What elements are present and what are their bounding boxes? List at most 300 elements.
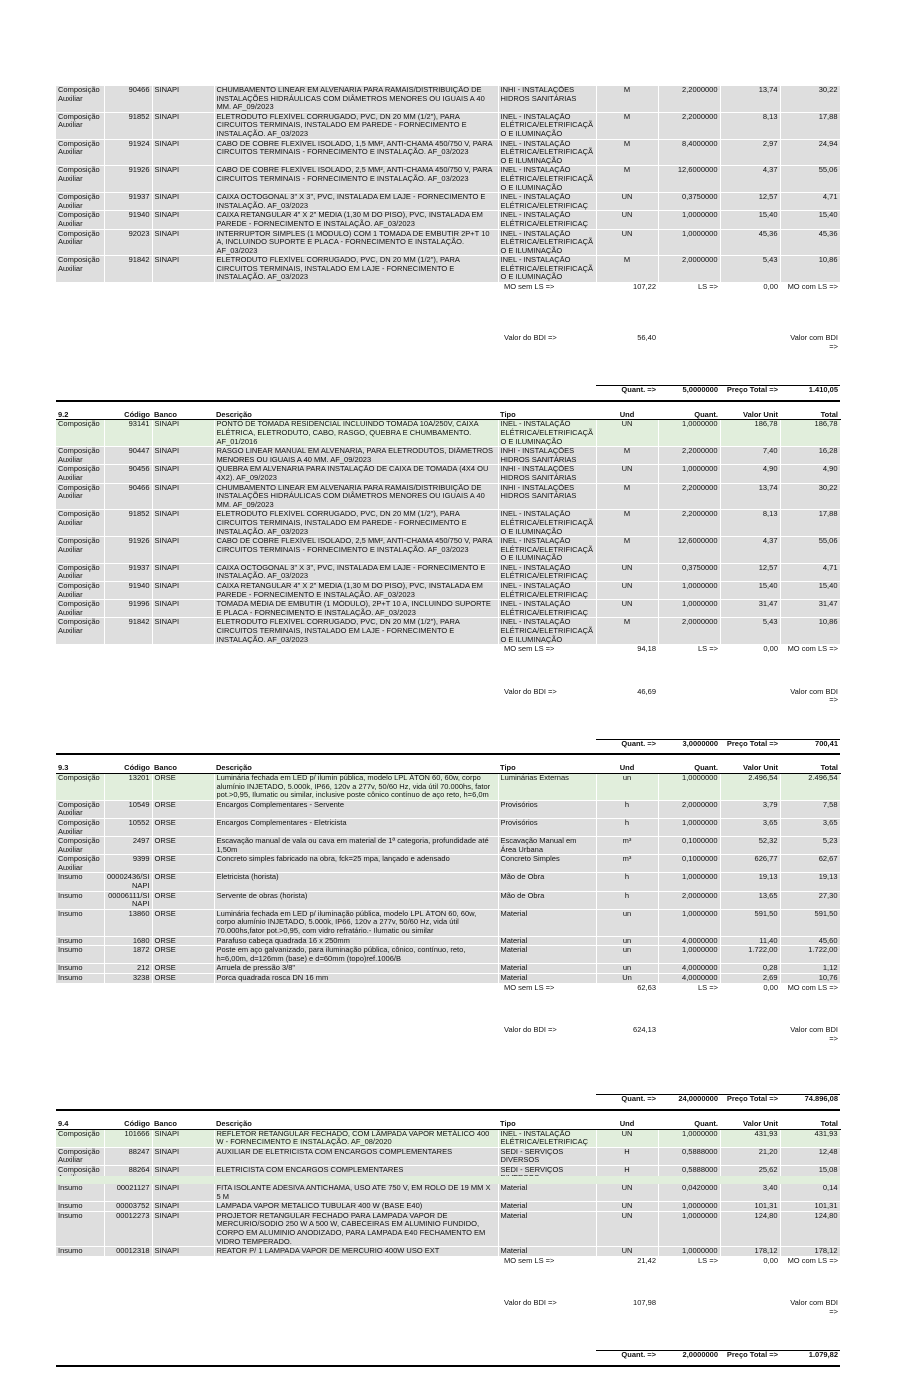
item-unit: un bbox=[596, 773, 658, 800]
mo-com-ls-label: MO com LS => bbox=[780, 1256, 840, 1299]
header-descricao: Descrição bbox=[214, 410, 498, 420]
item-unit-price: 19,13 bbox=[720, 873, 780, 891]
header-valor-unit: Valor Unit bbox=[720, 763, 780, 773]
item-quantity: 2,2000000 bbox=[658, 483, 720, 510]
item-quantity: 2,0000000 bbox=[658, 618, 720, 645]
summary-row bbox=[56, 983, 840, 1026]
item-type: Composição Auxiliar bbox=[56, 112, 104, 139]
item-quantity: 8,4000000 bbox=[658, 139, 720, 166]
item-total: 4,71 bbox=[780, 563, 840, 581]
item-quantity: 1,0000000 bbox=[658, 873, 720, 891]
item-quantity: 1,0000000 bbox=[658, 1202, 720, 1212]
item-total: 591,50 bbox=[780, 909, 840, 936]
item-description: CAIXA OCTOGONAL 3" X 3", PVC, INSTALADA EM LAJE - FORNECIMENTO E INSTALAÇÃO. AF_03/2023 bbox=[214, 193, 498, 211]
item-total: 10,86 bbox=[780, 256, 840, 283]
mo-com-ls-label: MO com LS => bbox=[780, 983, 840, 1026]
spacer bbox=[56, 688, 498, 740]
header-quant: Quant. bbox=[658, 410, 720, 420]
item-bank: SINAPI bbox=[152, 1211, 214, 1246]
valor-com-bdi-label: Valor com BDI => bbox=[780, 1299, 840, 1351]
item-bank: SINAPI bbox=[152, 1165, 214, 1183]
mo-sem-ls-value: 62,63 bbox=[596, 983, 658, 1026]
item-total: 101,31 bbox=[780, 1202, 840, 1212]
item-category: INEL - INSTALAÇÃO ELÉTRICA/ELETRIFICAÇÃO E ILUMINAÇÃO bbox=[498, 139, 596, 166]
item-unit: M bbox=[596, 537, 658, 564]
item-unit-price: 13,74 bbox=[720, 86, 780, 112]
item-unit: M bbox=[596, 256, 658, 283]
item-unit: h bbox=[596, 818, 658, 836]
summary-row bbox=[56, 645, 840, 688]
item-type: Composição Auxiliar bbox=[56, 600, 104, 618]
gap bbox=[56, 1366, 840, 1375]
item-category: INEL - INSTALAÇÃO ELÉTRICA/ELETRIFICAÇÃO E ILUMINAÇÃO bbox=[498, 112, 596, 139]
item-code: 1872 bbox=[104, 946, 152, 964]
item-description: INTERRUPTOR SIMPLES (1 MÓDULO) COM 1 TOMADA DE EMBUTIR 2P+T 10 A, INCLUINDO SUPORTE E PLACA - FORNECIMENTO E INSTALAÇÃO. AF_03/2023 bbox=[214, 229, 498, 256]
item-description: Luminária fechada em LED p/ ilumin pública, modelo LPL ÁTON 60, 60w, corpo alumínio INJETADO, 5.000k, IP66, 120v a 277v, 50/60 Hz, vida útil 70.000hs, fator pot.>0,95, Ilumatic ou similar, inclusive poste cônico contínuo de aço reto, h=6,0m bbox=[214, 773, 498, 800]
table-row bbox=[56, 964, 840, 974]
footer-band bbox=[56, 1176, 840, 1184]
item-type: Composição bbox=[56, 1129, 104, 1147]
item-bank: SINAPI bbox=[152, 510, 214, 537]
header-codigo: Código bbox=[104, 763, 152, 773]
mo-sem-ls-label: MO sem LS => bbox=[498, 1256, 596, 1299]
item-code: 91926 bbox=[104, 537, 152, 564]
spacer bbox=[658, 1299, 780, 1351]
item-unit: h bbox=[596, 891, 658, 909]
item-type: Composição Auxiliar bbox=[56, 1147, 104, 1165]
item-total: 17,88 bbox=[780, 510, 840, 537]
item-bank: SINAPI bbox=[152, 537, 214, 564]
item-unit: M bbox=[596, 112, 658, 139]
item-description: PROJETOR RETANGULAR FECHADO PARA LAMPADA VAPOR DE MERCURIO/SODIO 250 W A 500 W, CABECEIRAS EM ALUMINIO FUNDIDO, CORPO EM ALUMINIO ANODIZADO, PARA LAMPADA E40 FECHAMENTO EM VIDRO TEMPERADO. bbox=[214, 1211, 498, 1246]
item-description: QUEBRA EM ALVENARIA PARA INSTALAÇÃO DE CAIXA DE TOMADA (4X4 OU 4X2). AF_09/2023 bbox=[214, 465, 498, 483]
item-type: Composição Auxiliar bbox=[56, 193, 104, 211]
table-row bbox=[56, 211, 840, 229]
item-total: 62,67 bbox=[780, 855, 840, 873]
spacer bbox=[658, 688, 780, 740]
item-code: 91842 bbox=[104, 618, 152, 645]
ls-label: LS => bbox=[658, 645, 720, 688]
ls-label: LS => bbox=[658, 283, 720, 335]
table-row bbox=[56, 166, 840, 193]
item-code: 13201 bbox=[104, 773, 152, 800]
gap bbox=[56, 1110, 840, 1119]
item-description: ELETRICISTA COM ENCARGOS COMPLEMENTARES bbox=[214, 1165, 498, 1183]
item-description: REFLETOR RETANGULAR FECHADO, COM LÂMPADA VAPOR METÁLICO 400 W - FORNECIMENTO E INSTALAÇÃO. AF_08/2020 bbox=[214, 1129, 498, 1147]
header-descricao: Descrição bbox=[214, 1119, 498, 1129]
item-total: 16,28 bbox=[780, 447, 840, 465]
item-type: Composição Auxiliar bbox=[56, 229, 104, 256]
ls-value: 0,00 bbox=[720, 1256, 780, 1299]
item-unit-price: 12,57 bbox=[720, 563, 780, 581]
item-category: Provisórios bbox=[498, 818, 596, 836]
item-bank: SINAPI bbox=[152, 112, 214, 139]
item-type: Composição bbox=[56, 1165, 104, 1183]
table-row bbox=[56, 891, 840, 909]
item-code: 91852 bbox=[104, 510, 152, 537]
item-quantity: 1,0000000 bbox=[658, 773, 720, 800]
item-bank: SINAPI bbox=[152, 600, 214, 618]
item-unit-price: 2,97 bbox=[720, 139, 780, 166]
item-type: Composição Auxiliar bbox=[56, 447, 104, 465]
item-bank: SINAPI bbox=[152, 465, 214, 483]
table-row bbox=[56, 483, 840, 510]
bdi-label: Valor do BDI => bbox=[498, 1026, 596, 1095]
item-unit-price: 12,57 bbox=[720, 193, 780, 211]
item-code: 1680 bbox=[104, 936, 152, 946]
item-code: 101666 bbox=[104, 1129, 152, 1147]
quant-label: Quant. => bbox=[596, 386, 658, 395]
spacer bbox=[56, 1256, 498, 1299]
item-unit-price: 15,40 bbox=[720, 211, 780, 229]
item-category: SEDI - SERVIÇOS DIVERSOS bbox=[498, 1147, 596, 1165]
item-bank: SINAPI bbox=[152, 563, 214, 581]
item-category: Concreto Simples bbox=[498, 855, 596, 873]
mo-sem-ls-label: MO sem LS => bbox=[498, 645, 596, 688]
item-bank: ORSE bbox=[152, 800, 214, 818]
item-unit-price: 7,40 bbox=[720, 447, 780, 465]
item-category: INEL - INSTALAÇÃO ELÉTRICA/ELETRIFICAÇÃO E ILUMINAÇÃO bbox=[498, 166, 596, 193]
item-category: INEL - INSTALAÇÃO ELÉTRICA/ELETRIFICAÇ bbox=[498, 582, 596, 600]
item-quantity: 2,0000000 bbox=[658, 800, 720, 818]
item-bank: SINAPI bbox=[152, 483, 214, 510]
item-quantity: 1,0000000 bbox=[658, 1247, 720, 1257]
spacer bbox=[56, 1299, 498, 1351]
item-unit-price: 4,90 bbox=[720, 465, 780, 483]
item-total: 45,36 bbox=[780, 229, 840, 256]
item-category: INEL - INSTALAÇÃO ELÉTRICA/ELETRIFICAÇ bbox=[498, 1129, 596, 1147]
item-bank: SINAPI bbox=[152, 618, 214, 645]
item-unit: h bbox=[596, 800, 658, 818]
section-gap bbox=[56, 1366, 840, 1375]
item-code: 3238 bbox=[104, 974, 152, 984]
item-unit-price: 13,65 bbox=[720, 891, 780, 909]
item-total: 7,58 bbox=[780, 800, 840, 818]
header-quant: Quant. bbox=[658, 1119, 720, 1129]
item-type: Composição Auxiliar bbox=[56, 618, 104, 645]
preco-total-label: Preço Total => bbox=[720, 1095, 780, 1104]
item-code: 10549 bbox=[104, 800, 152, 818]
item-type: Composição Auxiliar bbox=[56, 86, 104, 112]
table-row bbox=[56, 855, 840, 873]
spacer bbox=[56, 334, 498, 386]
preco-total-label: Preço Total => bbox=[720, 386, 780, 395]
item-description: AUXILIAR DE ELETRICISTA COM ENCARGOS COMPLEMENTARES bbox=[214, 1147, 498, 1165]
item-unit-price: 3,79 bbox=[720, 800, 780, 818]
table-row bbox=[56, 946, 840, 964]
item-code: 90456 bbox=[104, 465, 152, 483]
item-unit-price: 15,40 bbox=[720, 582, 780, 600]
item-category: Material bbox=[498, 946, 596, 964]
bdi-label: Valor do BDI => bbox=[498, 688, 596, 740]
item-category: SEDI - SERVIÇOS bbox=[498, 1165, 596, 1183]
item-category: Material bbox=[498, 936, 596, 946]
item-unit: UN bbox=[596, 1247, 658, 1257]
item-type: Composição Auxiliar bbox=[56, 800, 104, 818]
table-row bbox=[56, 936, 840, 946]
table-row bbox=[56, 1202, 840, 1212]
item-type: Composição Auxiliar bbox=[56, 582, 104, 600]
item-unit-price: 8,13 bbox=[720, 510, 780, 537]
item-quantity: 2,0000000 bbox=[658, 891, 720, 909]
item-unit: M bbox=[596, 447, 658, 465]
item-description: ELETRODUTO FLEXÍVEL CORRUGADO, PVC, DN 20 MM (1/2"), PARA CIRCUITOS TERMINAIS, INSTALADO EM LAJE - FORNECIMENTO E INSTALAÇÃO. AF_03/2023 bbox=[214, 618, 498, 645]
item-quantity: 12,6000000 bbox=[658, 537, 720, 564]
item-category: Luminárias Externas bbox=[498, 773, 596, 800]
item-code: 91937 bbox=[104, 193, 152, 211]
item-category: Mão de Obra bbox=[498, 891, 596, 909]
item-category: INEL - INSTALAÇÃO ELÉTRICA/ELETRIFICAÇÃO E ILUMINAÇÃO bbox=[498, 420, 596, 447]
item-total: 15,08 bbox=[780, 1165, 840, 1183]
item-type: Insumo bbox=[56, 936, 104, 946]
item-unit-price: 2,69 bbox=[720, 974, 780, 984]
item-category: INEL - INSTALAÇÃO ELÉTRICA/ELETRIFICAÇ bbox=[498, 193, 596, 211]
spacer bbox=[56, 645, 498, 688]
header-valor-unit: Valor Unit bbox=[720, 1119, 780, 1129]
gap bbox=[56, 401, 840, 410]
item-type: Composição Auxiliar bbox=[56, 510, 104, 537]
bdi-label: Valor do BDI => bbox=[498, 334, 596, 386]
item-description: Eletricista (horista) bbox=[214, 873, 498, 891]
item-description: ELETRODUTO FLEXÍVEL CORRUGADO, PVC, DN 20 MM (1/2"), PARA CIRCUITOS TERMINAIS, INSTALADO EM PAREDE - FORNECIMENTO E INSTALAÇÃO. AF_03/2023 bbox=[214, 510, 498, 537]
table-row bbox=[56, 1147, 840, 1165]
item-unit: M bbox=[596, 139, 658, 166]
item-category: INEL - INSTALAÇÃO ELÉTRICA/ELETRIFICAÇÃO E ILUMINAÇÃO bbox=[498, 537, 596, 564]
ls-value: 0,00 bbox=[720, 283, 780, 335]
item-bank: SINAPI bbox=[152, 1147, 214, 1165]
summary-row bbox=[56, 334, 840, 386]
spacer bbox=[56, 1026, 498, 1095]
item-unit-price: 5,43 bbox=[720, 618, 780, 645]
item-description: Arruela de pressão 3/8" bbox=[214, 964, 498, 974]
item-quantity: 0,0420000 bbox=[658, 1184, 720, 1202]
item-code: 10552 bbox=[104, 818, 152, 836]
item-unit: Un bbox=[596, 974, 658, 984]
header-und: Und bbox=[596, 1119, 658, 1129]
item-code: 00012318 bbox=[104, 1247, 152, 1257]
preco-total-value: 74.896,08 bbox=[780, 1095, 840, 1104]
item-unit: H bbox=[596, 1147, 658, 1165]
item-type: Composição Auxiliar bbox=[56, 166, 104, 193]
preco-total-value: 1.410,05 bbox=[780, 386, 840, 395]
item-quantity: 4,0000000 bbox=[658, 964, 720, 974]
item-type: Composição Auxiliar bbox=[56, 818, 104, 836]
item-total: 30,22 bbox=[780, 86, 840, 112]
total-row bbox=[56, 1351, 840, 1360]
item-description: Parafuso cabeça quadrada 16 x 250mm bbox=[214, 936, 498, 946]
item-category: INHI - INSTALAÇÕES HIDROS SANITÁRIAS bbox=[498, 465, 596, 483]
section-header bbox=[56, 763, 840, 773]
section-gap bbox=[56, 401, 840, 410]
item-bank: SINAPI bbox=[152, 86, 214, 112]
item-code: 91852 bbox=[104, 112, 152, 139]
item-unit: UN bbox=[596, 600, 658, 618]
item-category: Material bbox=[498, 1202, 596, 1212]
item-total: 186,78 bbox=[780, 420, 840, 447]
total-row bbox=[56, 739, 840, 748]
item-bank: ORSE bbox=[152, 891, 214, 909]
preco-total-value: 1.079,82 bbox=[780, 1351, 840, 1360]
item-type: Insumo bbox=[56, 1202, 104, 1212]
item-unit: UN bbox=[596, 582, 658, 600]
item-code: 91996 bbox=[104, 600, 152, 618]
item-unit-price: 3,40 bbox=[720, 1184, 780, 1202]
item-type: Insumo bbox=[56, 964, 104, 974]
item-bank: SINAPI bbox=[152, 447, 214, 465]
item-unit: un bbox=[596, 936, 658, 946]
item-type: Composição Auxiliar bbox=[56, 139, 104, 166]
gap bbox=[56, 754, 840, 763]
item-quantity: 2,2000000 bbox=[658, 86, 720, 112]
item-quantity: 0,3750000 bbox=[658, 193, 720, 211]
table-row bbox=[56, 618, 840, 645]
table-row bbox=[56, 537, 840, 564]
table-row bbox=[56, 229, 840, 256]
item-code: 91940 bbox=[104, 582, 152, 600]
item-description: Servente de obras (horista) bbox=[214, 891, 498, 909]
item-total: 431,93 bbox=[780, 1129, 840, 1147]
item-total: 1,12 bbox=[780, 964, 840, 974]
item-unit-price: 178,12 bbox=[720, 1247, 780, 1257]
table-row bbox=[56, 139, 840, 166]
header-total: Total bbox=[780, 410, 840, 420]
item-code: 13860 bbox=[104, 909, 152, 936]
item-type: Insumo bbox=[56, 909, 104, 936]
item-category: Mão de Obra bbox=[498, 873, 596, 891]
item-description: Poste em aço galvanizado, para iluminação pública, cônico, contínuo, reto, h=6,00m, d=126mm (base) e d=60mm (topo)ref.1006/B bbox=[214, 946, 498, 964]
table-row bbox=[56, 1184, 840, 1202]
item-unit: m³ bbox=[596, 837, 658, 855]
item-unit-price: 25,62 bbox=[720, 1165, 780, 1183]
valor-com-bdi-label: Valor com BDI => bbox=[780, 688, 840, 740]
ls-label: LS => bbox=[658, 1256, 720, 1299]
table-row bbox=[56, 974, 840, 984]
item-bank: ORSE bbox=[152, 837, 214, 855]
item-category: INHI - INSTALAÇÕES HIDROS SANITÁRIAS bbox=[498, 86, 596, 112]
section-id: 9.3 bbox=[56, 763, 104, 773]
item-category: INEL - INSTALAÇÃO ELÉTRICA/ELETRIFICAÇ bbox=[498, 563, 596, 581]
item-unit: M bbox=[596, 618, 658, 645]
item-category: INEL - INSTALAÇÃO ELÉTRICA/ELETRIFICAÇ bbox=[498, 211, 596, 229]
table-row bbox=[56, 600, 840, 618]
ls-value: 0,00 bbox=[720, 983, 780, 1026]
item-unit: UN bbox=[596, 1129, 658, 1147]
table-row bbox=[56, 873, 840, 891]
mo-sem-ls-label: MO sem LS => bbox=[498, 283, 596, 335]
item-type: Composição bbox=[56, 420, 104, 447]
preco-total-label: Preço Total => bbox=[720, 739, 780, 748]
item-unit: UN bbox=[596, 1184, 658, 1202]
item-total: 15,40 bbox=[780, 211, 840, 229]
section-header bbox=[56, 1119, 840, 1129]
item-type: Composição Auxiliar bbox=[56, 837, 104, 855]
item-description: CAIXA RETANGULAR 4" X 2" MÉDIA (1,30 M DO PISO), PVC, INSTALADA EM PAREDE - FORNECIMENTO E INSTALAÇÃO. AF_03/2023 bbox=[214, 211, 498, 229]
spacer bbox=[56, 983, 498, 1026]
item-bank: SINAPI bbox=[152, 211, 214, 229]
summary-row bbox=[56, 1256, 840, 1299]
section-gap bbox=[56, 754, 840, 763]
table-row bbox=[56, 510, 840, 537]
table-row bbox=[56, 420, 840, 447]
summary-row bbox=[56, 1026, 840, 1095]
item-unit-price: 52,32 bbox=[720, 837, 780, 855]
item-total: 12,48 bbox=[780, 1147, 840, 1165]
item-quantity: 1,0000000 bbox=[658, 1211, 720, 1246]
item-unit-price: 31,47 bbox=[720, 600, 780, 618]
item-type: Composição Auxiliar bbox=[56, 465, 104, 483]
item-category: Material bbox=[498, 964, 596, 974]
item-unit-price: 124,80 bbox=[720, 1211, 780, 1246]
item-description: CABO DE COBRE FLEXÍVEL ISOLADO, 2,5 MM², ANTI-CHAMA 450/750 V, PARA CIRCUITOS TERMINAIS - FORNECIMENTO E INSTALAÇÃO. AF_03/2023 bbox=[214, 537, 498, 564]
item-description: CABO DE COBRE FLEXÍVEL ISOLADO, 1,5 MM², ANTI-CHAMA 450/750 V, PARA CIRCUITOS TERMINAIS - FORNECIMENTO E INSTALAÇÃO. AF_03/2023 bbox=[214, 139, 498, 166]
header-valor-unit: Valor Unit bbox=[720, 410, 780, 420]
header-banco: Banco bbox=[152, 1119, 214, 1129]
item-description: ELETRODUTO FLEXÍVEL CORRUGADO, PVC, DN 20 MM (1/2"), PARA CIRCUITOS TERMINAIS, INSTALADO EM LAJE - FORNECIMENTO E INSTALAÇÃO. AF_03/2023 bbox=[214, 256, 498, 283]
preco-total-value: 700,41 bbox=[780, 739, 840, 748]
item-quantity: 2,2000000 bbox=[658, 112, 720, 139]
item-total: 5,23 bbox=[780, 837, 840, 855]
bdi-value: 56,40 bbox=[596, 334, 658, 386]
item-unit-price: 8,13 bbox=[720, 112, 780, 139]
quant-label: Quant. => bbox=[596, 739, 658, 748]
item-bank: ORSE bbox=[152, 873, 214, 891]
mo-sem-ls-value: 94,18 bbox=[596, 645, 658, 688]
item-bank: ORSE bbox=[152, 946, 214, 964]
item-code: 9399 bbox=[104, 855, 152, 873]
item-quantity: 2,2000000 bbox=[658, 447, 720, 465]
item-bank: ORSE bbox=[152, 964, 214, 974]
table-row bbox=[56, 773, 840, 800]
item-category: Material bbox=[498, 1184, 596, 1202]
item-description: Porca quadrada rosca DN 16 mm bbox=[214, 974, 498, 984]
item-quantity: 1,0000000 bbox=[658, 600, 720, 618]
valor-com-bdi-label: Valor com BDI => bbox=[780, 1026, 840, 1095]
item-unit: UN bbox=[596, 1211, 658, 1246]
quant-label: Quant. => bbox=[596, 1351, 658, 1360]
item-description: CABO DE COBRE FLEXÍVEL ISOLADO, 2,5 MM², ANTI-CHAMA 450/750 V, PARA CIRCUITOS TERMINAIS - FORNECIMENTO E INSTALAÇÃO. AF_03/2023 bbox=[214, 166, 498, 193]
total-row bbox=[56, 386, 840, 395]
item-code: 92023 bbox=[104, 229, 152, 256]
header-quant: Quant. bbox=[658, 763, 720, 773]
item-quantity: 1,0000000 bbox=[658, 465, 720, 483]
table-row bbox=[56, 86, 840, 112]
item-code: 00021127 bbox=[104, 1184, 152, 1202]
item-quantity: 2,2000000 bbox=[658, 510, 720, 537]
table-row bbox=[56, 1247, 840, 1257]
item-category: INEL - INSTALAÇÃO ELÉTRICA/ELETRIFICAÇÃO E ILUMINAÇÃO bbox=[498, 510, 596, 537]
item-total: 2.496,54 bbox=[780, 773, 840, 800]
table-row bbox=[56, 563, 840, 581]
item-unit: un bbox=[596, 909, 658, 936]
item-bank: SINAPI bbox=[152, 1184, 214, 1202]
item-type: Composição Auxiliar bbox=[56, 211, 104, 229]
item-bank: ORSE bbox=[152, 818, 214, 836]
item-category: Escavação Manual em Área Urbana bbox=[498, 837, 596, 855]
item-code: 91842 bbox=[104, 256, 152, 283]
table-row bbox=[56, 256, 840, 283]
item-total: 27,30 bbox=[780, 891, 840, 909]
item-bank: ORSE bbox=[152, 909, 214, 936]
item-quantity: 4,0000000 bbox=[658, 936, 720, 946]
item-unit-price: 101,31 bbox=[720, 1202, 780, 1212]
item-unit: UN bbox=[596, 420, 658, 447]
item-bank: SINAPI bbox=[152, 1247, 214, 1257]
spacer bbox=[658, 1026, 780, 1095]
bdi-value: 46,69 bbox=[596, 688, 658, 740]
table-row bbox=[56, 447, 840, 465]
item-total: 178,12 bbox=[780, 1247, 840, 1257]
item-bank: SINAPI bbox=[152, 139, 214, 166]
